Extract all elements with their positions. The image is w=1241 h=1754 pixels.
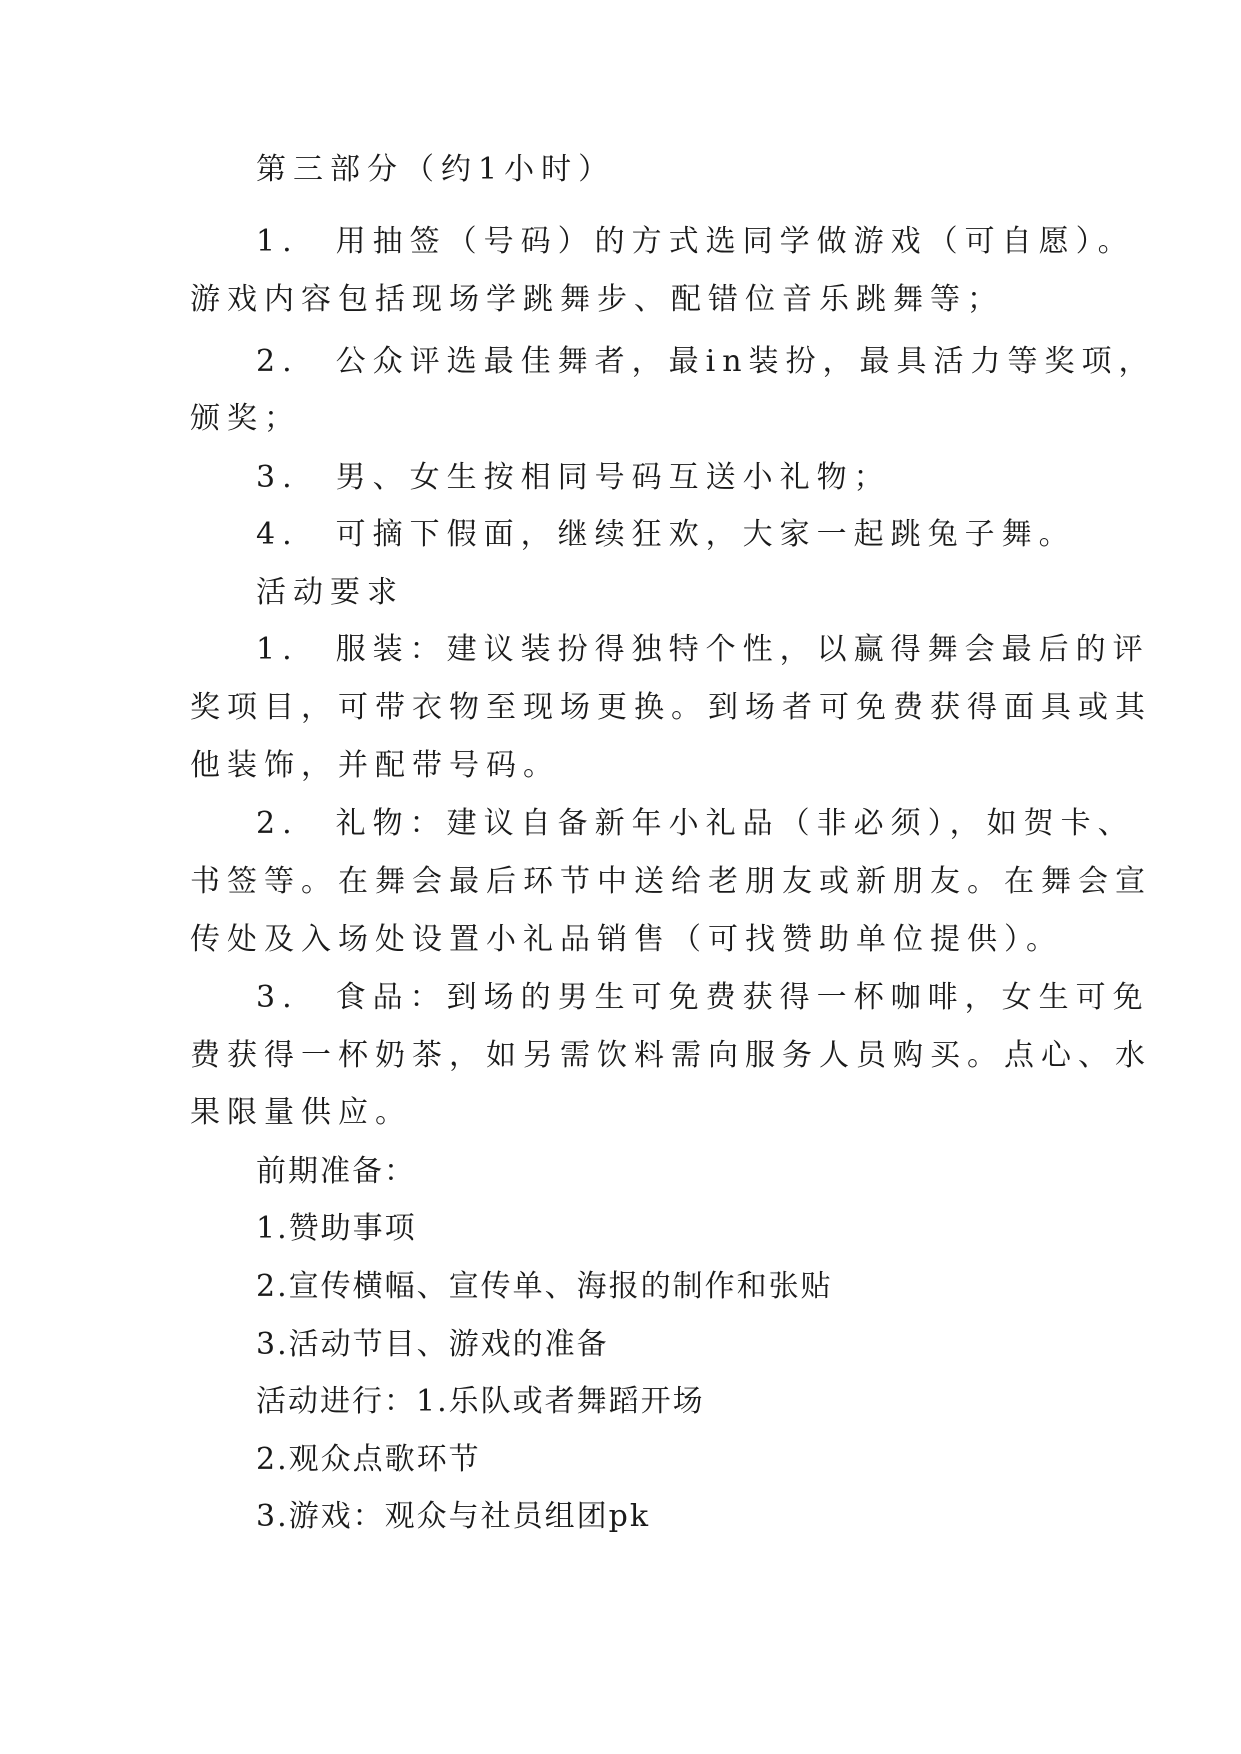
list-item: 1.赞助事项 [256,1211,417,1246]
paragraph-line: 书签等。在舞会最后环节中送给老朋友或新朋友。在舞会宣 [190,864,1152,899]
paragraph-line: 游戏内容包括现场学跳舞步、配错位音乐跳舞等； [190,282,1004,317]
paragraph-line: 3. 食品：到场的男生可免费获得一杯咖啡，女生可免 [256,980,1150,1015]
paragraph-line: 4. 可摘下假面，继续狂欢，大家一起跳兔子舞。 [256,517,1076,552]
paragraph-line: 费获得一杯奶茶，如另需饮料需向服务人员购买。点心、水 [190,1038,1152,1073]
list-item: 3.活动节目、游戏的准备 [256,1327,609,1362]
paragraph-line: 2. 公众评选最佳舞者，最in装扮，最具活力等奖项， [256,344,1156,379]
list-item: 2.宣传横幅、宣传单、海报的制作和张贴 [256,1269,833,1304]
list-item: 2.观众点歌环节 [256,1442,481,1477]
paragraph-line: 传处及入场处设置小礼品销售（可找赞助单位提供）。 [190,922,1063,957]
section-heading-preparation: 前期准备： [256,1154,416,1189]
paragraph-line: 1. 用抽签（号码）的方式选同学做游戏（可自愿）。 [256,224,1135,259]
paragraph-line: 果限量供应。 [190,1095,412,1130]
paragraph-line: 3. 男、女生按相同号码互送小礼物； [256,460,891,495]
paragraph-line: 2. 礼物：建议自备新年小礼品（非必须），如贺卡、 [256,806,1135,841]
paragraph-line: 1. 服装：建议装扮得独特个性，以赢得舞会最后的评 [256,632,1150,667]
section-heading-part-three: 第三部分（约1小时） [256,152,616,187]
paragraph-line: 他装饰，并配带号码。 [190,748,560,783]
list-item: 3.游戏：观众与社员组团pk [256,1499,651,1534]
section-heading-requirements: 活动要求 [256,575,404,610]
paragraph-line: 颁奖； [190,401,301,436]
paragraph-line: 奖项目，可带衣物至现场更换。到场者可免费获得面具或其 [190,690,1152,725]
section-heading-activity-progress: 活动进行：1.乐队或者舞蹈开场 [256,1384,705,1419]
